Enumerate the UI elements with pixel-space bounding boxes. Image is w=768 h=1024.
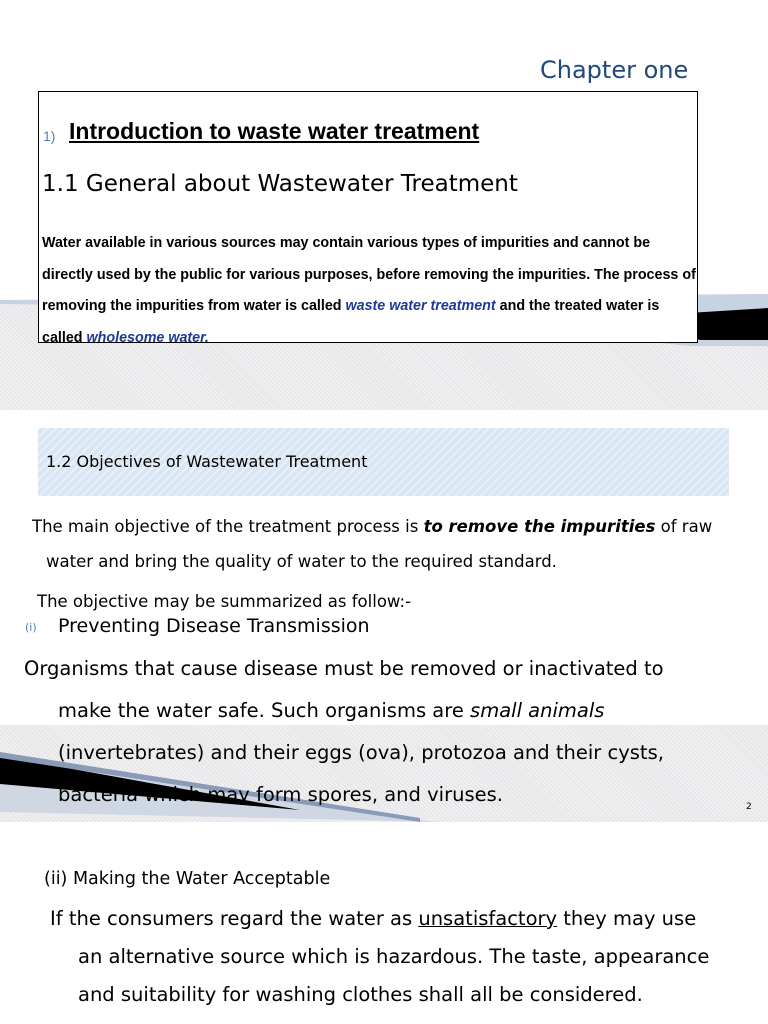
main-objective-line2: water and bring the quality of water to the required standard. [46, 552, 557, 571]
summary-line: The objective may be summarized as follow:- [37, 592, 412, 611]
objectives-heading: 1.2 Objectives of Wastewater Treatment [46, 452, 368, 471]
term-wholesome-water: wholesome water. [86, 329, 209, 343]
main-objective-line1 [32, 517, 712, 536]
intro-heading: Introduction to waste water treatment [69, 118, 480, 144]
emphasis-small-animals: small animals [470, 699, 605, 722]
item-ii-heading [44, 869, 330, 889]
item-i-line2 [58, 699, 604, 722]
section-number: 1) [43, 128, 56, 144]
item-i-line4: bacteria which may form spores, and viruses. [58, 783, 503, 806]
emphasis-remove-impurities: to remove the impurities [423, 517, 656, 536]
objectives-heading-bar [38, 428, 729, 496]
item-i-line1: Organisms that cause disease must be removed or inactivated to [24, 657, 664, 680]
general-subheading: 1.1 General about Wastewater Treatment [42, 171, 518, 197]
page-number: 2 [746, 802, 752, 812]
item-ii-line1 [50, 907, 696, 930]
paragraph-text: Water available in various sources may contain various types of impurities and cannot be directly used by the public for various purposes, before removing the impurities. The process of removing the impurities from water is called [42, 235, 696, 314]
text: If the consumers regard the water as [50, 907, 419, 930]
intro-paragraph [42, 228, 696, 343]
chapter-title: Chapter one [540, 56, 689, 84]
item-ii-line3: and suitability for washing clothes shall all be considered. [78, 983, 643, 1006]
paragraph-text: and the treated water is called [42, 298, 660, 343]
item-ii-marker: (ii) [44, 869, 73, 889]
item-i-title: Preventing Disease Transmission [58, 615, 370, 637]
text: The main objective of the treatment process is [32, 517, 424, 536]
underlined-unsatisfactory: unsatisfactory [418, 907, 558, 930]
item-ii-title: Making the Water Acceptable [72, 869, 331, 889]
item-i-marker: (i) [25, 621, 37, 634]
text: they may use [557, 907, 697, 930]
intro-box [38, 91, 698, 343]
text: make the water safe. Such organisms are [58, 699, 471, 722]
item-ii-line2: an alternative source which is hazardous. The taste, appearance [78, 945, 710, 968]
item-i-line3: (invertebrates) and their eggs (ova), protozoa and their cysts, [58, 741, 664, 764]
text: of raw [655, 517, 713, 536]
term-waste-water-treatment: waste water treatment [345, 298, 496, 314]
